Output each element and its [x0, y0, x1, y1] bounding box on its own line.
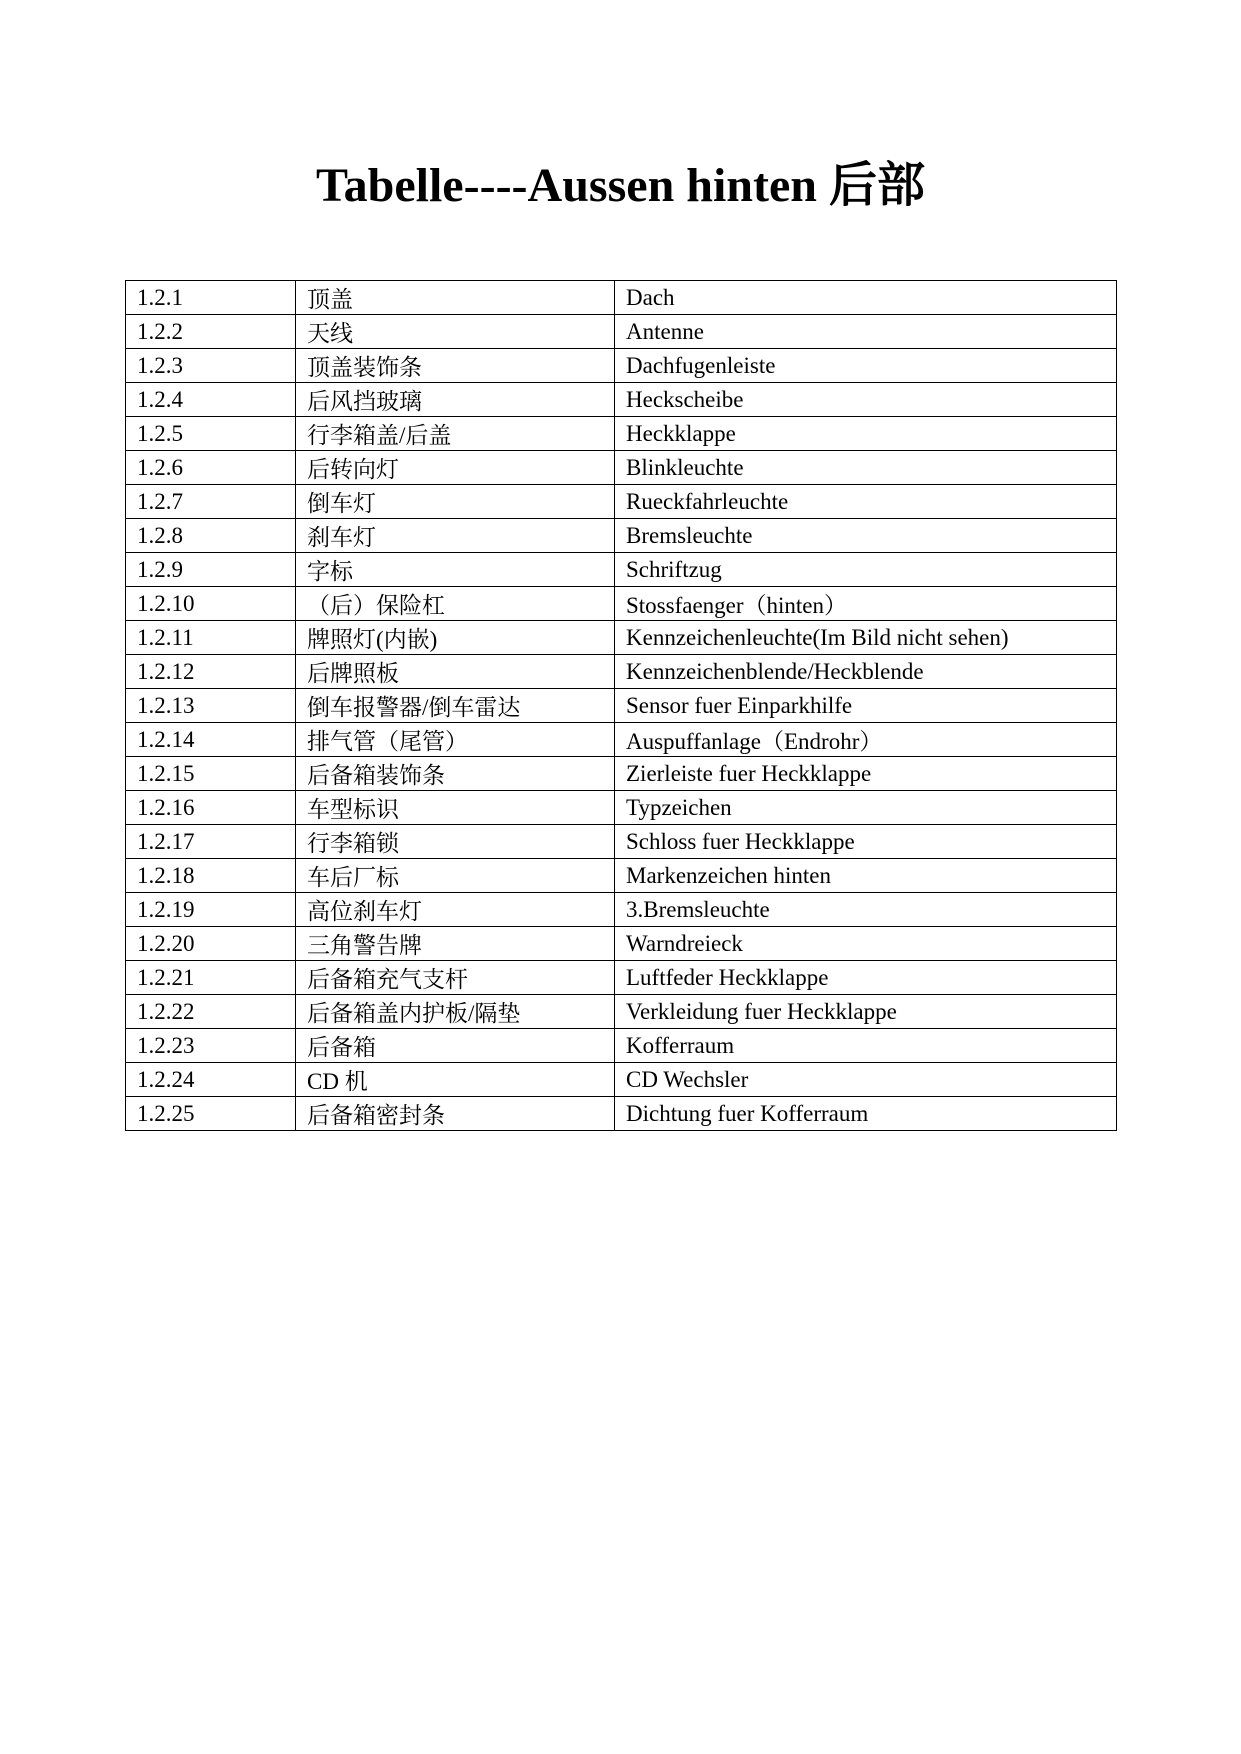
part-number-cell: 1.2.21: [126, 961, 296, 995]
german-name-cell: 3.Bremsleuchte: [615, 893, 1117, 927]
german-name-cell: Kofferraum: [615, 1029, 1117, 1063]
german-name-cell: Zierleiste fuer Heckklappe: [615, 757, 1117, 791]
german-name-cell: Schriftzug: [615, 553, 1117, 587]
german-name-cell: Schloss fuer Heckklappe: [615, 825, 1117, 859]
table-row: [126, 1097, 1117, 1131]
part-number-cell: 1.2.11: [126, 621, 296, 655]
part-number-cell: 1.2.9: [126, 553, 296, 587]
chinese-name-cell: 天线: [296, 315, 615, 349]
part-number-cell: 1.2.15: [126, 757, 296, 791]
part-number-cell: 1.2.18: [126, 859, 296, 893]
table-row: [126, 451, 1117, 485]
part-number-cell: 1.2.6: [126, 451, 296, 485]
chinese-name-cell: 后备箱充气支杆: [296, 961, 615, 995]
chinese-name-cell: 行李箱盖/后盖: [296, 417, 615, 451]
german-name-cell: Bremsleuchte: [615, 519, 1117, 553]
part-number-cell: 1.2.10: [126, 587, 296, 621]
part-number-cell: 1.2.7: [126, 485, 296, 519]
table-row: [126, 723, 1117, 757]
table-row: [126, 655, 1117, 689]
german-name-cell: Typzeichen: [615, 791, 1117, 825]
german-name-cell: Luftfeder Heckklappe: [615, 961, 1117, 995]
chinese-name-cell: 三角警告牌: [296, 927, 615, 961]
part-number-cell: 1.2.4: [126, 383, 296, 417]
german-name-cell: Kennzeichenleuchte(Im Bild nicht sehen): [615, 621, 1117, 655]
german-name-cell: Dachfugenleiste: [615, 349, 1117, 383]
part-number-cell: 1.2.5: [126, 417, 296, 451]
part-number-cell: 1.2.8: [126, 519, 296, 553]
part-number-cell: 1.2.12: [126, 655, 296, 689]
table-row: [126, 757, 1117, 791]
german-name-cell: Warndreieck: [615, 927, 1117, 961]
part-number-cell: 1.2.16: [126, 791, 296, 825]
page-title: Tabelle----Aussen hinten 后部: [316, 159, 925, 212]
part-number-cell: 1.2.3: [126, 349, 296, 383]
german-name-cell: Markenzeichen hinten: [615, 859, 1117, 893]
part-number-cell: 1.2.24: [126, 1063, 296, 1097]
part-number-cell: 1.2.1: [126, 281, 296, 315]
part-number-cell: 1.2.17: [126, 825, 296, 859]
parts-table: [125, 280, 1117, 1131]
german-name-cell: Dach: [615, 281, 1117, 315]
chinese-name-cell: 排气管（尾管）: [296, 723, 615, 757]
chinese-name-cell: 车型标识: [296, 791, 615, 825]
chinese-name-cell: 后备箱盖内护板/隔垫: [296, 995, 615, 1029]
table-row: [126, 553, 1117, 587]
table-body: [126, 281, 1117, 1131]
part-number-cell: 1.2.14: [126, 723, 296, 757]
table-row: [126, 893, 1117, 927]
german-name-cell: Kennzeichenblende/Heckblende: [615, 655, 1117, 689]
chinese-name-cell: 顶盖: [296, 281, 615, 315]
chinese-name-cell: 后转向灯: [296, 451, 615, 485]
table-row: [126, 417, 1117, 451]
table-row: [126, 315, 1117, 349]
table-row: [126, 485, 1117, 519]
german-name-cell: Blinkleuchte: [615, 451, 1117, 485]
table-row: [126, 519, 1117, 553]
german-name-cell: Heckklappe: [615, 417, 1117, 451]
chinese-name-cell: 后牌照板: [296, 655, 615, 689]
german-name-cell: Verkleidung fuer Heckklappe: [615, 995, 1117, 1029]
table-row: [126, 1029, 1117, 1063]
part-number-cell: 1.2.20: [126, 927, 296, 961]
part-number-cell: 1.2.13: [126, 689, 296, 723]
chinese-name-cell: 牌照灯(内嵌): [296, 621, 615, 655]
part-number-cell: 1.2.22: [126, 995, 296, 1029]
german-name-cell: Sensor fuer Einparkhilfe: [615, 689, 1117, 723]
part-number-cell: 1.2.23: [126, 1029, 296, 1063]
chinese-name-cell: （后）保险杠: [296, 587, 615, 621]
part-number-cell: 1.2.25: [126, 1097, 296, 1131]
part-number-cell: 1.2.19: [126, 893, 296, 927]
table-row: [126, 383, 1117, 417]
table-row: [126, 927, 1117, 961]
german-name-cell: Auspuffanlage（Endrohr）: [615, 723, 1117, 757]
chinese-name-cell: 行李箱锁: [296, 825, 615, 859]
chinese-name-cell: 倒车报警器/倒车雷达: [296, 689, 615, 723]
chinese-name-cell: 后备箱: [296, 1029, 615, 1063]
table-row: [126, 689, 1117, 723]
chinese-name-cell: 后备箱密封条: [296, 1097, 615, 1131]
table-row: [126, 587, 1117, 621]
table-row: [126, 791, 1117, 825]
table-row: [126, 281, 1117, 315]
table-row: [126, 1063, 1117, 1097]
chinese-name-cell: 后风挡玻璃: [296, 383, 615, 417]
chinese-name-cell: 顶盖装饰条: [296, 349, 615, 383]
chinese-name-cell: 高位刹车灯: [296, 893, 615, 927]
table-row: [126, 621, 1117, 655]
chinese-name-cell: 后备箱装饰条: [296, 757, 615, 791]
german-name-cell: CD Wechsler: [615, 1063, 1117, 1097]
german-name-cell: Heckscheibe: [615, 383, 1117, 417]
chinese-name-cell: CD 机: [296, 1063, 615, 1097]
german-name-cell: Rueckfahrleuchte: [615, 485, 1117, 519]
table-row: [126, 961, 1117, 995]
chinese-name-cell: 车后厂标: [296, 859, 615, 893]
chinese-name-cell: 倒车灯: [296, 485, 615, 519]
chinese-name-cell: 刹车灯: [296, 519, 615, 553]
part-number-cell: 1.2.2: [126, 315, 296, 349]
table-row: [126, 995, 1117, 1029]
table-row: [126, 859, 1117, 893]
german-name-cell: Dichtung fuer Kofferraum: [615, 1097, 1117, 1131]
german-name-cell: Antenne: [615, 315, 1117, 349]
german-name-cell: Stossfaenger（hinten）: [615, 587, 1117, 621]
table-row: [126, 825, 1117, 859]
table-row: [126, 349, 1117, 383]
chinese-name-cell: 字标: [296, 553, 615, 587]
